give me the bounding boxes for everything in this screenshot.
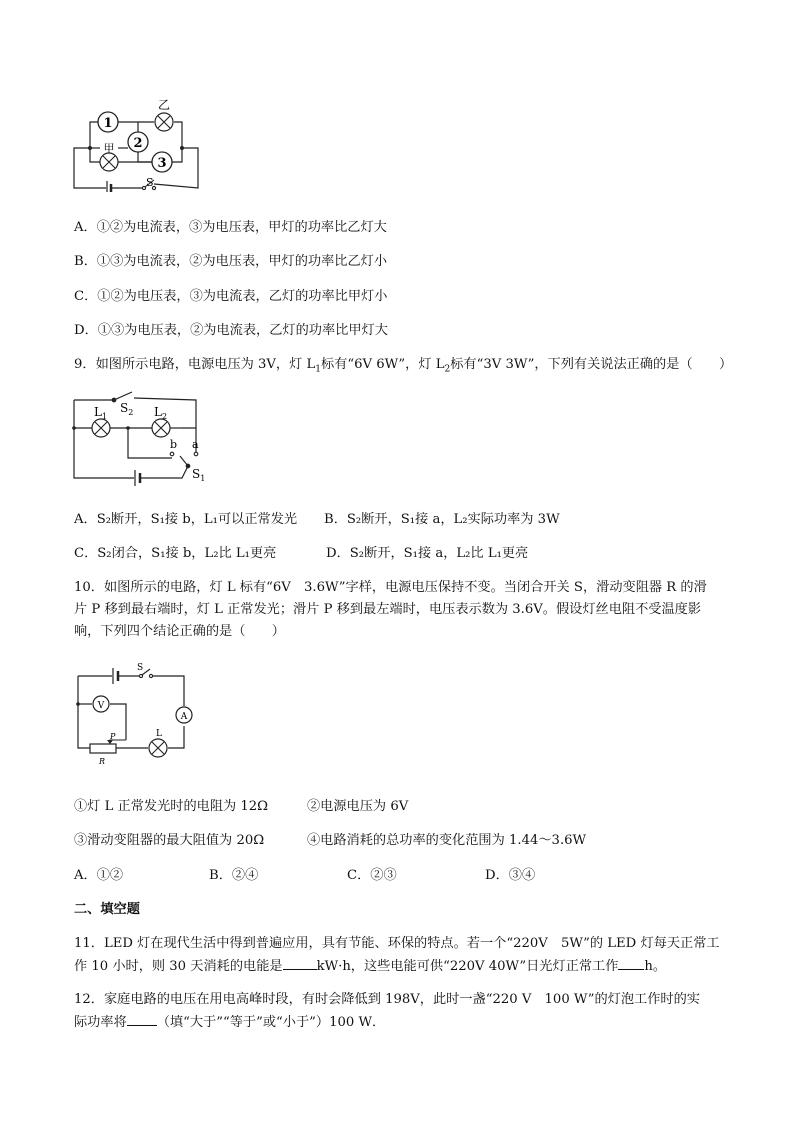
q9-circuit-diagram (70, 388, 220, 488)
meter-3-icon (152, 152, 172, 172)
q8-option-a: A．①②为电流表，③为电压表，甲灯的功率比乙灯大 (74, 220, 387, 235)
q11-blank-1[interactable] (283, 957, 317, 970)
q10-option-a: A．①② (74, 868, 124, 883)
battery-icon (135, 470, 140, 486)
q9-option-c: C．S₂闭合，S₁接 b，L₂比 L₁更亮 (74, 546, 277, 561)
q11-line2: 作 10 小时，则 30 天消耗的电能是 kW·h，这些电能可供“220V 40W”日光灯正常工作 h。 (74, 959, 667, 974)
lamp-l2-label: $L_2$ (154, 405, 168, 421)
q8-option-b: B．①③为电流表，②为电压表，甲灯的功率比乙灯小 (74, 254, 388, 269)
q12-blank-1[interactable] (127, 1013, 157, 1026)
svg-text:3: 3 (157, 156, 167, 171)
meter-1-icon (98, 112, 118, 132)
q10-option-b: B．②④ (209, 868, 259, 883)
rheostat-icon (90, 740, 126, 753)
voltmeter-icon (93, 696, 109, 712)
svg-text:1: 1 (103, 116, 113, 131)
q10-conclusion-4: ④电路消耗的总功率的变化范围为 1.44～3.6W (307, 833, 587, 848)
q8-option-d: D．①③为电压表，②为电流表，乙灯的功率比甲灯大 (74, 323, 388, 338)
slider-p-label: P (110, 732, 116, 741)
q8-circuit-diagram (70, 96, 202, 192)
lamp-jia-label: 甲 (103, 142, 115, 155)
lamp-l1-label: $L_1$ (94, 405, 108, 421)
svg-text:A: A (180, 712, 188, 722)
lamp-jia-icon (100, 153, 118, 171)
q9-option-b: B．S₂断开，S₁接 a，L₂实际功率为 3W (324, 512, 560, 527)
lamp-l-icon (149, 739, 167, 757)
q10-conclusion-1: ①灯 L 正常发光时的电阻为 12Ω (74, 799, 269, 814)
switch-s1-icon (170, 452, 198, 468)
lamp-l-label: L (156, 729, 162, 739)
meter-2-icon (128, 132, 148, 152)
lamp-yi-icon (155, 113, 173, 131)
switch-s-label: S (137, 663, 144, 673)
q10-stem-line2: 片 P 移到最右端时，灯 L 正常发光；滑片 P 移到最左端时，电压表示数为 3.6V。假设灯丝电阻不受温度影 (74, 602, 702, 617)
rheostat-r-label: R (99, 757, 106, 766)
battery-icon (113, 668, 118, 684)
q10-conclusion-2: ②电源电压为 6V (307, 799, 409, 814)
switch-s1-label: $S_1$ (192, 467, 206, 483)
q10-option-c: C．②③ (347, 868, 397, 883)
svg-text:V: V (97, 701, 105, 711)
switch-s-label: S (146, 176, 154, 189)
lamp-l1-icon (92, 419, 110, 437)
q11-blank-2[interactable] (618, 957, 644, 970)
svg-text:2: 2 (133, 136, 143, 151)
q9-option-d: D．S₂断开，S₁接 a，L₂比 L₁更亮 (326, 546, 529, 561)
lamp-yi-label: 乙 (157, 98, 171, 112)
q9-option-a: A．S₂断开，S₁接 b，L₁可以正常发光 (74, 512, 298, 527)
q10-option-d: D．③④ (485, 868, 536, 883)
q10-stem-line3: 响，下列四个结论正确的是（ ） (74, 624, 285, 639)
battery-icon (107, 181, 111, 192)
lamp-l2-icon (152, 419, 170, 437)
ammeter-icon (176, 707, 192, 723)
q10-circuit-diagram (70, 662, 200, 772)
section-heading-fill-blank: 二、填空题 (74, 902, 140, 917)
switch-s2-label: $S_2$ (120, 401, 134, 417)
terminal-a-label: a (192, 438, 199, 451)
q8-option-c: C．①②为电压表，③为电流表，乙灯的功率比甲灯小 (74, 289, 388, 304)
q9-stem: 9．如图所示电路，电源电压为 3V，灯 $L_1$标有“6V 6W”，灯 $L_2$标有“3V 3W”，下列有关说法正确的是（ ） (74, 357, 733, 375)
q12-line1: 12．家庭电路的电压在用电高峰时段，有时会降低到 198V，此时一盏“220 V 100 W”的灯泡工作时的实 (74, 992, 700, 1007)
q10-stem-line1: 10．如图所示的电路，灯 L 标有“6V 3.6W”字样，电源电压保持不变。当闭合开关 S，滑动变阻器 R 的滑 (74, 580, 707, 595)
q11-line1: 11．LED 灯在现代生活中得到普遍应用，具有节能、环保的特点。若一个“220V 5W”的 LED 灯每天正常工 (74, 936, 720, 951)
q12-line2: 际功率将 （填“大于”“等于”或“小于”）100 W． (74, 1015, 386, 1030)
q10-conclusion-3: ③滑动变阻器的最大阻值为 20Ω (74, 833, 265, 848)
terminal-b-label: b (170, 438, 178, 451)
